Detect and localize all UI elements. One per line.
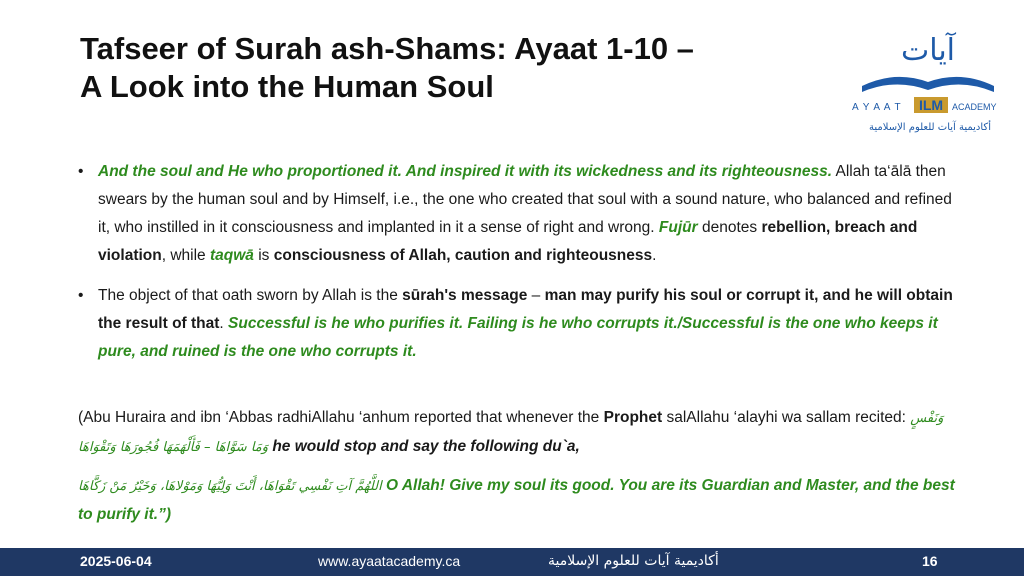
dua-intro: he would stop and say the following du`a, xyxy=(268,438,580,455)
text-fragment: . xyxy=(652,247,657,264)
logo-arabic-name: أكاديمية آيات للعلوم الإسلامية xyxy=(869,122,991,133)
footer-date: 2025-06-04 xyxy=(80,553,152,569)
footer-arabic-name: أكاديمية آيات للعلوم الإسلامية xyxy=(548,553,719,569)
surah-message-term: sūrah's message xyxy=(402,287,528,304)
logo-right-text: ACADEMY xyxy=(952,102,997,112)
page-number: 16 xyxy=(922,553,938,569)
prophet-term: Prophet xyxy=(603,409,663,426)
text-fragment: is xyxy=(253,247,274,264)
surah-message-text: man may purify his soul or corrupt it, and he will obtain the result of that xyxy=(98,287,953,332)
logo-center-text: ILM xyxy=(918,97,944,113)
ayaat-ilm-academy-logo xyxy=(840,18,1020,138)
title-line-2: A Look into the Human Soul xyxy=(80,69,494,104)
text-fragment: (Abu Huraira and ibn ‘Abbas radhiAllahu ‘anhum reported that whenever the xyxy=(78,409,604,426)
dua-translation: O Allah! Give my soul its good. You are its Guardian and Master, and the best to purify it.”) xyxy=(78,477,955,523)
bullet-item-1 xyxy=(78,158,958,270)
fujur-definition: rebellion, breach and violation xyxy=(98,219,918,264)
title-line-1: Tafseer of Surah ash-Shams: Ayaat 1-10 – xyxy=(80,31,694,66)
term-fujur: Fujūr xyxy=(658,219,698,236)
verse-translation-2: Successful is he who purifies it. Failing is he who corrupts it./Successful is the one who keeps it pure, and ruined is the one who corrupts it. xyxy=(98,315,938,360)
text-fragment: The object of that oath sworn by Allah is the xyxy=(98,287,403,304)
logo-left-text: A Y A A T xyxy=(852,102,902,113)
text-fragment: , while xyxy=(161,247,210,264)
explanation-text: Allah ta‘ālā then swears by the human soul and by Himself, i.e., the one who created that soul with a sound nature, who balanced and refined it, who instilled in it consciousness and implanted in it a sense of right and wrong. xyxy=(98,163,952,236)
arabic-verse: وَنَفْسٍ وَمَا سَوَّاهَا – فَأَلْهَمَهَا فُجُورَهَا وَتَقْوَاهَا xyxy=(78,411,944,455)
slide-footer xyxy=(0,548,1024,576)
bullet-item-2 xyxy=(78,282,958,366)
bullet-marker: • xyxy=(78,287,84,304)
dua-paragraph xyxy=(78,472,958,529)
text-fragment: . xyxy=(219,315,229,332)
taqwa-definition: consciousness of Allah, caution and righteousness xyxy=(273,247,653,264)
footer-url: www.ayaatacademy.ca xyxy=(318,553,461,569)
book-icon xyxy=(862,77,994,92)
slide-title xyxy=(80,30,800,106)
logo-script-mark: آيات xyxy=(900,33,956,68)
bullet-marker: • xyxy=(78,163,84,180)
term-taqwa: taqwā xyxy=(209,247,254,264)
text-fragment: – xyxy=(527,287,545,304)
text-fragment: denotes xyxy=(697,219,762,236)
text-fragment: salAllahu ‘alayhi wa sallam recited: xyxy=(662,409,911,426)
hadith-paragraph xyxy=(78,404,958,462)
arabic-dua: اللَّهُمَّ آتِ نَفْسِي تَقْوَاهَا، أَنْتَ وَلِيُّهَا وَمَوْلاهَا، وَخَيْرُ مَنْ زَكَّاهَا xyxy=(78,479,382,494)
bullet-list xyxy=(78,158,958,366)
verse-translation: And the soul and He who proportioned it. And inspired it with its wickedness and its righteousness. xyxy=(98,163,833,180)
